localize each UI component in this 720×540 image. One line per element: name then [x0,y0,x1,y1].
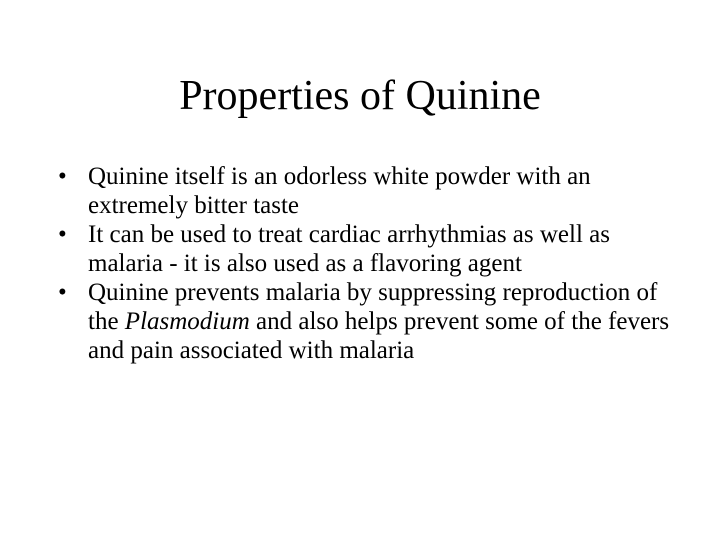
bullet-item-3 [58,278,688,365]
bullet-text-italic: Plasmodium [124,308,250,335]
bullet-list [58,162,688,365]
bullet-text-after: and also helps prevent some of the fevers and pain associated with malaria [88,308,670,364]
bullet-item-1 [58,162,688,220]
bullet-marker: • [58,279,67,306]
bullet-item-2 [58,220,688,278]
bullet-text: It can be used to treat cardiac arrhythmias as well as malaria - it is also used as a flavoring agent [88,221,610,277]
bullet-marker: • [58,221,67,248]
bullet-text: Quinine itself is an odorless white powder with an extremely bitter taste [88,163,591,219]
bullet-marker: • [58,163,67,190]
bullet-text-before: Quinine prevents malaria by suppressing reproduction of the [88,279,658,335]
slide-title: Properties of Quinine [179,73,541,119]
